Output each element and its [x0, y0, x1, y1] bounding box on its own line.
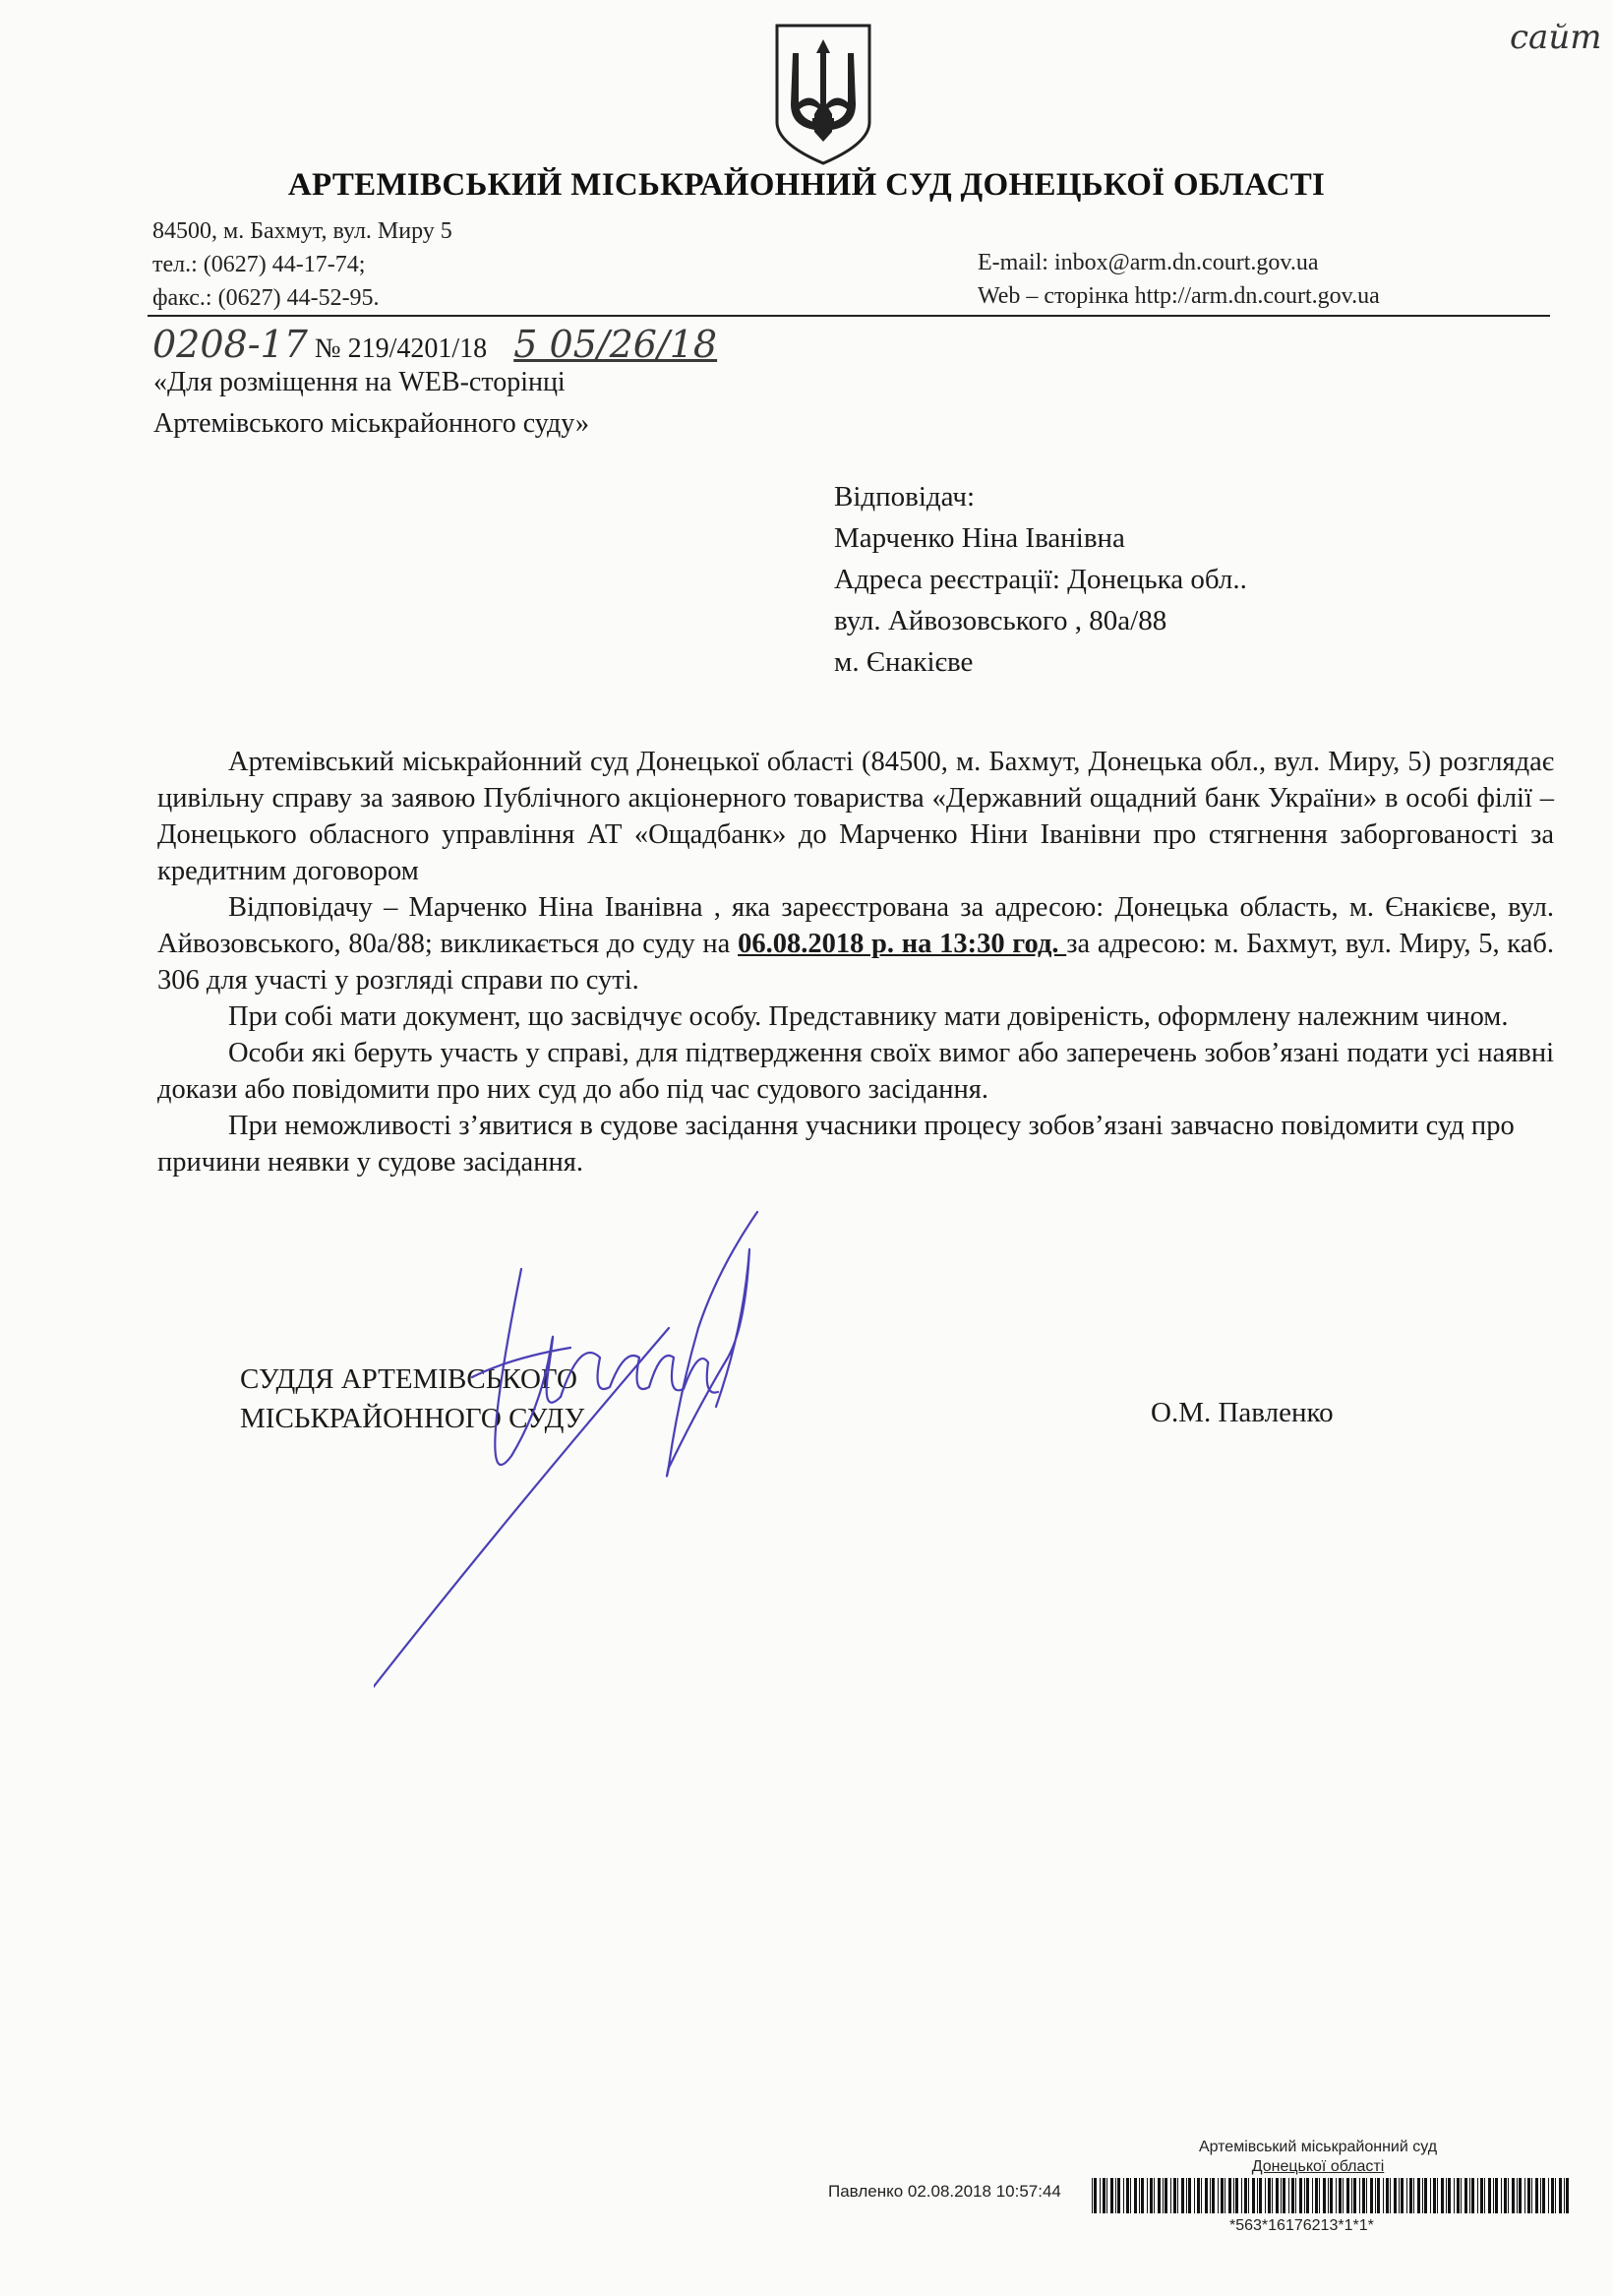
handwritten-signature-icon — [374, 1210, 1161, 1722]
body-paragraph-5: При неможливості з’явитися в судове засідання учасники процесу зобов’язані завчасно повідомити суд про причини неявки у судове засідання. — [157, 1111, 1515, 1178]
addressee-block — [834, 476, 1247, 683]
summons-body — [157, 744, 1554, 1180]
handwritten-date: 5 05/26/18 — [513, 323, 718, 366]
court-contacts-right — [978, 246, 1380, 313]
web-note-line2: Артемівського міськрайонного суду» — [153, 408, 589, 439]
case-number: № 219/4201/18 — [314, 333, 488, 364]
addressee-name: Марченко Ніна Іванівна — [834, 522, 1125, 554]
judge-name: О.М. Павленко — [1151, 1397, 1334, 1428]
addressee-city: м. Єнакієве — [834, 646, 974, 678]
addressee-role: Відповідач: — [834, 481, 976, 513]
addressee-street: вул. Айвозовського , 80а/88 — [834, 605, 1167, 636]
judge-title-line1: СУДДЯ АРТЕМІВСЬКОГО — [240, 1363, 577, 1395]
corner-handwritten-note: сайт — [1510, 18, 1602, 57]
court-title: АРТЕМІВСЬКИЙ МІСЬКРАЙОННИЙ СУД ДОНЕЦЬКОЇ ОБЛАСТІ — [287, 167, 1326, 203]
body-paragraph-2: Відповідачу – Марченко Ніна Іванівна , яка зареєстрована за адресою: Донецька область, м. Єнакієве, вул. Айвозовського, 80а/88; викликається до суду на 06.08.2018 р. на 13:30 год. за адресою: м. Бахмут, вул. Миру, 5, каб. 306 для участі у розгляді справи по суті. — [157, 892, 1555, 996]
stamp-user-timestamp: Павленко 02.08.2018 10:57:44 — [828, 2182, 1061, 2201]
barcode-number: *563*16176213*1*1* — [1229, 2217, 1374, 2234]
web-note-line1: «Для розміщення на WEB-сторінці — [153, 367, 566, 397]
handwritten-outgoing-number: 0208-17 — [152, 323, 308, 366]
addressee-address-label: Адреса реєстрації: Донецька обл.. — [834, 564, 1247, 595]
registration-line — [152, 323, 717, 366]
web-placement-note — [153, 362, 589, 445]
body-paragraph-1: Артемівський міськрайонний суд Донецької області (84500, м. Бахмут, Донецька обл., вул. Миру, 5) розглядає цивільну справу за заявою Публічного акціонерного товариства «Державний ощадний банк України» в особі філії – Донецького обласного управління АТ «Ощадбанк» до Марченко Ніни Іванівни про стягнення заборгованості за кредитним договором — [157, 747, 1554, 886]
body-paragraph-4: Особи які беруть участь у справі, для підтвердження своїх вимог або заперечень зобов’язані подати усі наявні докази або повідомити про них суд до або під час судового засідання. — [157, 1038, 1554, 1105]
stamp-court-line1: Артемівський міськрайонний суд — [1198, 2139, 1438, 2155]
barcode-icon — [1092, 2178, 1574, 2213]
stamp-court — [1151, 2138, 1485, 2177]
court-web: Web – сторінка http://arm.dn.court.gov.ua — [978, 283, 1380, 309]
hearing-datetime: 06.08.2018 р. на 13:30 год. — [738, 929, 1067, 959]
court-email: E-mail: inbox@arm.dn.court.gov.ua — [978, 250, 1319, 275]
court-address: 84500, м. Бахмут, вул. Миру 5 — [152, 218, 452, 244]
coat-of-arms-icon — [769, 20, 877, 167]
body-paragraph-3: При собі мати документ, що засвідчує особу. Представнику мати довіреність, оформлену належним чином. — [228, 1001, 1509, 1032]
header-divider — [148, 315, 1550, 317]
court-contacts-left — [152, 214, 452, 315]
stamp-court-line2: Донецької області — [1251, 2158, 1385, 2175]
court-phone: тел.: (0627) 44-17-74; — [152, 252, 366, 277]
court-fax: факс.: (0627) 44-52-95. — [152, 285, 380, 311]
judge-title-line2: МІСЬКРАЙОННОГО СУДУ — [240, 1403, 585, 1434]
